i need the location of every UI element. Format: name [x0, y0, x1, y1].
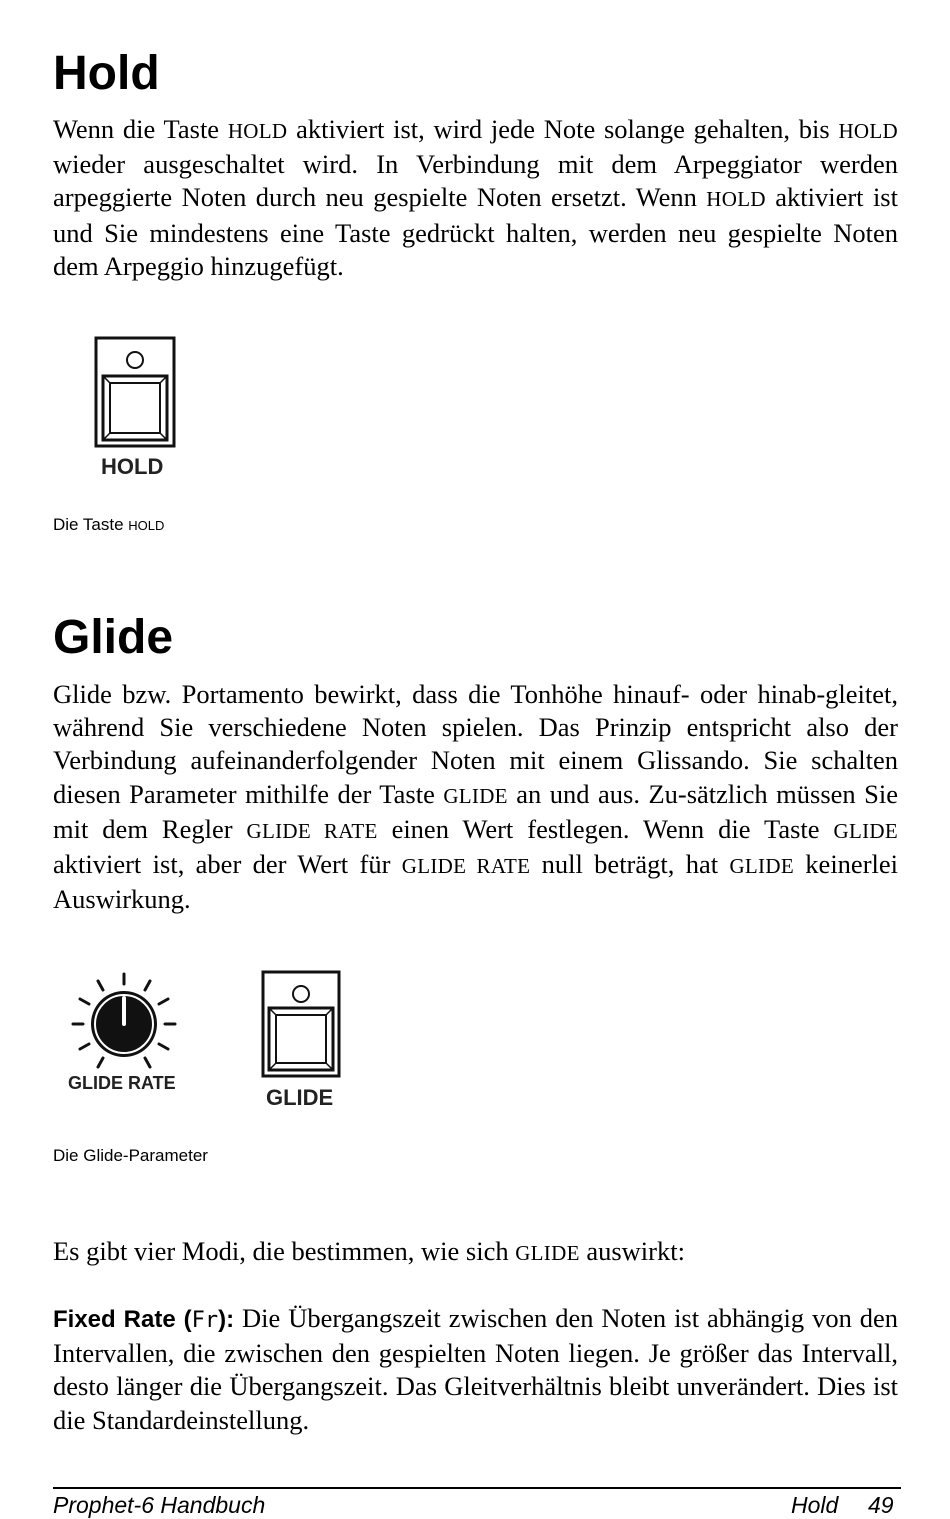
- glide-button-label: GLIDE: [266, 1085, 334, 1110]
- glide-paragraph: Glide bzw. Portamento bewirkt, dass die Tonhöhe hinauf- oder hinab-gleitet, während Sie verschiedene Noten spielen. Das Prinzip entspricht also der Verbindung aufeinanderfolgender Noten mit einem Glissando. Sie schalten diesen Parameter mithilfe der Taste GLIDE an und aus. Zu-sätzlich müssen Sie mit dem Regler GLIDE RATE einen Wert festlegen. Wenn die Taste GLIDE aktiviert ist, aber der Wert für GLIDE RATE null beträgt, hat GLIDE keinerlei Auswirkung.: [53, 679, 899, 915]
- glide-modes-intro: Es gibt vier Modi, die bestimmen, wie sich GLIDE auswirkt:: [53, 1236, 685, 1266]
- glide-rate-label: GLIDE RATE: [68, 1073, 176, 1093]
- glide-caption: Die Glide-Parameter: [53, 1146, 208, 1165]
- fixed-rate-term: Fixed Rate (Fr):: [53, 1306, 235, 1333]
- hold-button-icon: [94, 336, 178, 450]
- glide-button-illustration: [261, 970, 343, 1080]
- glide-button-icon: [261, 970, 343, 1080]
- knob-icon: [68, 970, 180, 1082]
- lcd-code: Fr: [191, 1308, 219, 1333]
- footer-page-number: 49: [868, 1492, 894, 1518]
- footer-section-name: Hold: [791, 1492, 839, 1518]
- hold-heading: Hold: [53, 47, 160, 100]
- footer-rule: [53, 1487, 901, 1489]
- hold-caption: Die Taste HOLD: [53, 515, 165, 534]
- fixed-rate-paragraph: Fixed Rate (Fr): Die Übergangszeit zwischen den Noten ist abhängig von den Intervallen, die zwischen den gespielten Noten liegen. Je größer das Intervall, desto länger die Übergangszeit. Das Gleitverhältnis bleibt unverändert. Dies ist die Standardeinstellung.: [53, 1303, 899, 1435]
- hold-button-illustration: [94, 336, 178, 450]
- hold-paragraph: Wenn die Taste HOLD aktiviert ist, wird jede Note solange gehalten, bis HOLD wieder ausgeschaltet wird. In Verbindung mit dem Arpeggiator werden arpeggierte Noten durch neu gespielte Noten ersetzt. Wenn HOLD aktiviert ist und Sie mindestens eine Taste gedrückt halten, werden neu gespielte Noten dem Arpeggio hinzugefügt.: [53, 114, 898, 281]
- glide-rate-knob-illustration: [68, 970, 180, 1082]
- hold-button-label: HOLD: [101, 454, 164, 479]
- footer-manual-title: Prophet-6 Handbuch: [53, 1492, 266, 1518]
- glide-heading: Glide: [53, 611, 174, 664]
